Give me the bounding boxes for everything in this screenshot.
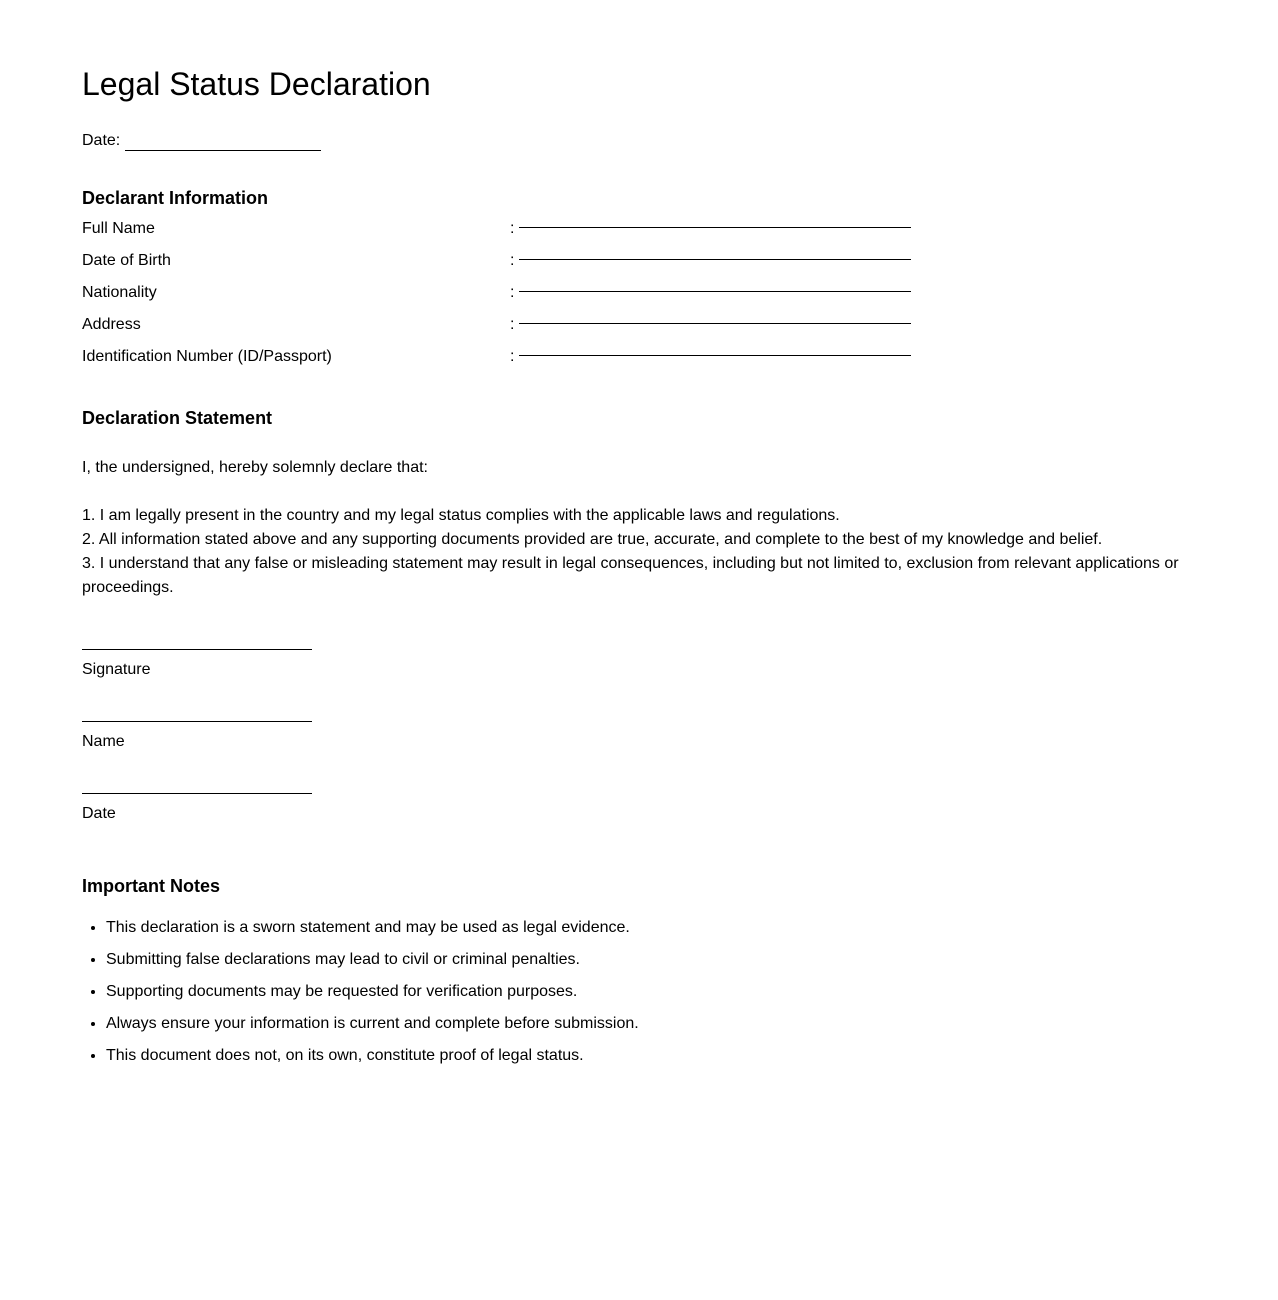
- field-nationality: [82, 283, 912, 307]
- field-separator: :: [510, 284, 515, 301]
- field-date-of-birth: [82, 251, 912, 275]
- signature-block: [82, 649, 312, 680]
- date-blank-line[interactable]: [125, 134, 321, 151]
- statement-item: 3. I understand that any false or misleading statement may result in legal consequences, including but not limited to, exclusion from relevant applications or proceedings.: [82, 555, 1179, 596]
- nationality-blank-line[interactable]: [519, 291, 911, 292]
- statement-intro: I, the undersigned, hereby solemnly declare that:: [82, 459, 428, 476]
- name-label: Name: [82, 733, 125, 750]
- important-notes-heading: Important Notes: [82, 876, 221, 896]
- important-notes-list: [82, 918, 639, 1078]
- note-item: • This declaration is a sworn statement and may be used as legal evidence.: [106, 918, 639, 950]
- date-row: [82, 131, 321, 151]
- signature-date-block: [82, 793, 312, 824]
- note-item: • This document does not, on its own, constitute proof of legal status.: [106, 1046, 639, 1078]
- statement-item: 1. I am legally present in the country and my legal status complies with the applicable laws and regulations.: [82, 507, 840, 524]
- signature-date-label: Date: [82, 805, 116, 822]
- note-item: • Supporting documents may be requested for verification purposes.: [106, 982, 639, 1014]
- note-item: • Always ensure your information is current and complete before submission.: [106, 1014, 639, 1046]
- statement-item: 2. All information stated above and any supporting documents provided are true, accurate, and complete to the best of my knowledge and belief.: [82, 531, 1103, 548]
- signature-label: Signature: [82, 661, 151, 678]
- field-full-name: [82, 219, 912, 243]
- statement-items: [82, 504, 1192, 600]
- field-separator: :: [510, 220, 515, 237]
- name-block: [82, 721, 312, 752]
- name-blank-line[interactable]: [82, 721, 312, 722]
- field-label: Identification Number (ID/Passport): [82, 348, 332, 365]
- date-of-birth-blank-line[interactable]: [519, 259, 911, 260]
- document-title: Legal Status Declaration: [82, 66, 431, 102]
- note-item: • Submitting false declarations may lead to civil or criminal penalties.: [106, 950, 639, 982]
- field-label: Nationality: [82, 284, 157, 301]
- field-identification-number: [82, 347, 912, 371]
- identification-number-blank-line[interactable]: [519, 355, 911, 356]
- address-blank-line[interactable]: [519, 323, 911, 324]
- field-address: [82, 315, 912, 339]
- field-label: Full Name: [82, 220, 155, 237]
- full-name-blank-line[interactable]: [519, 227, 911, 228]
- date-label: Date:: [82, 132, 121, 149]
- field-label: Address: [82, 316, 141, 333]
- signature-date-blank-line[interactable]: [82, 793, 312, 794]
- field-separator: :: [510, 316, 515, 333]
- field-separator: :: [510, 252, 515, 269]
- declarant-information-heading: Declarant Information: [82, 188, 269, 208]
- declaration-statement-heading: Declaration Statement: [82, 408, 273, 428]
- field-label: Date of Birth: [82, 252, 171, 269]
- signature-blank-line[interactable]: [82, 649, 312, 650]
- field-separator: :: [510, 348, 515, 365]
